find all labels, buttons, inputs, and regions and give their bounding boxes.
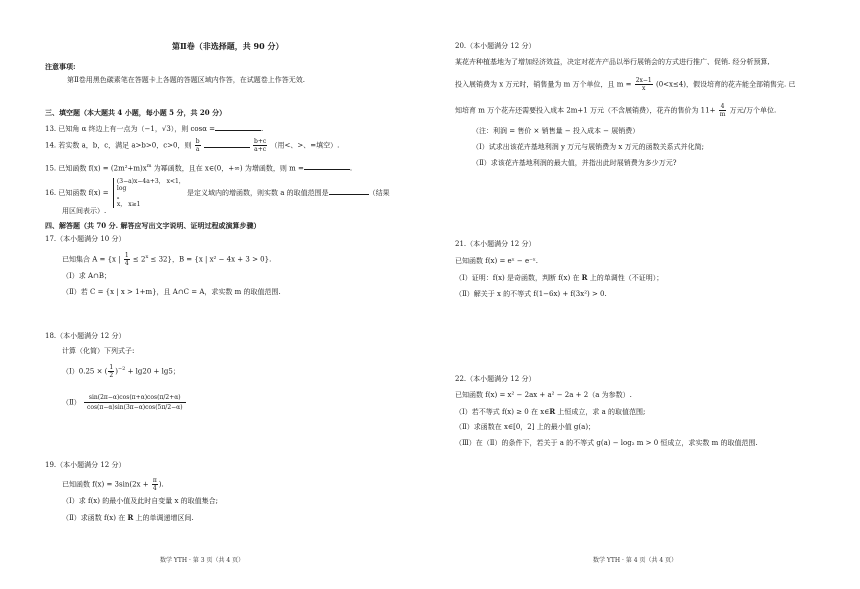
q16-text-c: （结果 [368, 189, 390, 198]
q19-l1a: 已知函数 f(x) = 3sin [62, 480, 130, 489]
q20-frac1-num: 2x−1 [635, 77, 652, 84]
q20-frac2-num: 4 [720, 103, 725, 110]
q14-text-c: （用<、>、=填空）. [270, 141, 340, 150]
q16 [45, 178, 390, 208]
q19-frac-den: 4 [152, 485, 157, 492]
q15-text-a: 15. 已知函数 f(x) = (2m²+m)x [45, 164, 147, 173]
q20-fraction-1 [635, 77, 653, 92]
q15-text-c: . [349, 164, 353, 173]
q19-head: 19.（本小题满分 12 分） [45, 461, 126, 469]
q14-fraction-1 [195, 138, 201, 153]
q18-p2-numerator: sin(2π−α)cos(π+α)cos(π/2+α) [84, 393, 186, 403]
q16-case1: (3−a)x−4a+3， x<1， [116, 178, 185, 185]
q18-part2 [62, 393, 187, 412]
q18-head: 18.（本小题满分 12 分） [45, 332, 126, 340]
q14 [45, 138, 339, 153]
q21-p1b: 上的单调性（不证明）； [587, 274, 664, 282]
q18-line1: 计算（化简）下列式子: [62, 347, 135, 355]
q16-case2-rest: x， x≥1 [116, 201, 141, 209]
q21-part1 [455, 273, 663, 283]
q21-p1-bold: R [581, 273, 588, 282]
q22-head: 22.（本小题满分 12 分） [455, 375, 536, 383]
q21-part2: （Ⅱ）解关于 x 的不等式 f(1−6x) + f(3x²) > 0. [455, 290, 607, 298]
q13-text-a: 13. 已知角 α 终边上有一点为（−1，√3），则 cosα = [45, 125, 216, 133]
q20-head: 20.（本小题满分 12 分） [455, 42, 536, 50]
q20-l3b: 万元/万个单位. [729, 106, 777, 115]
q14-fraction-2 [253, 138, 267, 153]
q18-frac-num: 1 [109, 364, 114, 371]
q20-line3 [455, 103, 776, 118]
right-footer: 数学 YTH · 第 4 页（共 4 页） [593, 557, 678, 564]
q19-l1b: 2x + [132, 480, 149, 489]
q16-piecewise [113, 178, 185, 208]
q22-p1a: （Ⅰ）若不等式 f(x) ≥ 0 在 x∈ [455, 408, 550, 416]
q15 [45, 162, 352, 173]
q17-l1b: ≤ 2 [132, 255, 146, 264]
left-page [45, 0, 415, 589]
q20-fraction-2 [719, 103, 727, 118]
q18-p2-denominator: cos(π−α)sin(3π−α)cos(5π/2−α) [87, 404, 183, 411]
answer-blank [304, 163, 353, 173]
q20-l2a: 投入展销费为 x 万元时，销售量为 m 万个单位，且 m = [455, 80, 632, 89]
section3-title: 三、填空题（本大题共 4 小题，每小题 5 分，共 20 分） [45, 108, 227, 117]
q22-part1 [455, 407, 645, 417]
q21-line1: 已知函数 f(x) = eˣ − e⁻ˣ. [455, 257, 538, 265]
q19-line1: 已知函数 f(x) = 3sin(2x + $\frac{\pi}{4}$ ). [62, 477, 164, 492]
q16-case2-base: a [116, 195, 120, 201]
q18-exponent: −2 [117, 366, 126, 373]
q20-part2: （Ⅱ）求该花卉基地利润的最大值，并指出此时展销费为多少万元? [472, 159, 677, 167]
q18-p2-label: （Ⅱ） [62, 398, 81, 407]
left-footer: 数学 YTH · 第 3 页（共 4 页） [160, 557, 245, 564]
q20-line1: 某花卉种植基地为了增加经济效益，决定对花卉产品以举行展销会的方式进行推广、促销. 经分析预算, [455, 58, 770, 66]
right-page [455, 0, 820, 589]
q19-p2-bold: R [127, 513, 134, 522]
q20-note: （注：利润 = 售价 × 销售量 − 投入成本 − 展销费） [472, 127, 640, 135]
q20-l2b: (0<x≤4)，假设培育的花卉能全部销售完. 已 [655, 80, 796, 89]
section4-title: 四、解答题（共 70 分. 解答应写出文字说明、证明过程或演算步骤） [45, 221, 261, 230]
part2-title: 第Ⅱ卷（非选择题，共 90 分） [172, 41, 284, 51]
q17-frac-den: 4 [124, 260, 129, 267]
q17-part2: （Ⅱ）若 C = {x | x > 1+m}，且 A∩C = A，求实数 m 的取值范围. [62, 288, 281, 296]
q20-line2 [455, 77, 795, 92]
q18-big-fraction [84, 393, 186, 412]
q16-text-b: 是定义域内的增函数，则实数 a 的取值范围是 [187, 189, 329, 198]
q20-l3a: 知培育 m 万个花卉还需要投入成本 2m+1 万元（不含展销费），花卉的售价为 11+ [455, 106, 716, 115]
q18-p1b: + lg20 + lg5； [125, 367, 180, 376]
q19-p2a: （Ⅱ）求函数 f(x) 在 [62, 514, 128, 522]
q20-part1: （Ⅰ）试求出该花卉基地利润 y 万元与展销费为 x 万元的函数关系式并化简; [472, 143, 704, 151]
q19-l1c: . [161, 480, 164, 489]
q16-text-a: 16. 已知函数 f(x) = [45, 189, 109, 198]
q19-part2 [62, 513, 194, 523]
q19-fraction [152, 477, 158, 492]
q21-p1a: （Ⅰ）证明：f(x) 是奇函数，判断 f(x) 在 [455, 274, 582, 282]
q15-text-b: 为幂函数，且在 x∈(0，+∞) 为增函数，则 m = [151, 164, 304, 173]
answer-blank [329, 188, 369, 195]
q17-l1c: ≤ 32}，B = {x | x² − 4x + 3 > 0}. [148, 255, 272, 264]
q22-p1-bold: R [549, 407, 556, 416]
q17-frac-num: 1 [124, 252, 129, 259]
notes-text: 第Ⅱ卷用黑色碳素笔在答题卡上各题的答题区域内作答，在试题卷上作答无效. [67, 76, 305, 84]
q17-fraction [124, 252, 130, 267]
q22-part2: （Ⅱ）求函数在 x∈[0，2] 上的最小值 g(a)； [455, 423, 596, 431]
answer-blank [215, 124, 264, 133]
q17-part1: （Ⅰ）求 A∩B； [62, 272, 112, 280]
q13 [45, 124, 263, 134]
q19-p2b: 上的单调递增区间. [133, 514, 194, 522]
notes-heading: 注意事项: [45, 62, 76, 71]
q22-part3: （Ⅲ）在（Ⅱ）的条件下，若关于 a 的不等式 g(a) − log₂ m > 0 恒成立，求实数 m 的取值范围. [455, 439, 758, 447]
q20-frac2-den: m [719, 111, 726, 118]
q14-frac1-num: b [195, 138, 200, 145]
q22-p1b: 上恒成立，求 a 的取值范围; [555, 408, 646, 416]
answer-blank [204, 141, 250, 148]
q17-l1a: 已知集合 A = {x | [62, 255, 121, 264]
q16-case2-log: log [116, 185, 127, 192]
q17-line1 [62, 252, 271, 267]
q19-frac-num: π [152, 477, 157, 484]
q18-p1a: （Ⅰ）0.25 × [62, 367, 103, 376]
q15-exponent: m [146, 163, 152, 169]
q14-frac1-den: a [195, 146, 200, 153]
q17-head: 17.（本小题满分 10 分） [45, 235, 126, 243]
q18-frac-den: 2 [109, 372, 114, 379]
q14-text-a: 14. 若实数 a，b，c，满足 a>b>0，c>0，则 [45, 141, 192, 150]
q22-line1: 已知函数 f(x) = x² − 2ax + a² − 2a + 2（a 为参数）. [455, 391, 632, 399]
q18-fraction [108, 364, 114, 379]
q14-frac2-den: a+c [254, 146, 267, 153]
q16-case2 [117, 185, 185, 208]
q16-continued: 用区间表示）. [62, 207, 107, 215]
q19-part1: （Ⅰ）求 f(x) 的最小值及此时自变量 x 的取值集合; [62, 497, 218, 505]
q14-frac2-num: b+c [254, 138, 267, 145]
q17-exponent: x [145, 254, 149, 261]
q13-text-b: . [261, 125, 264, 133]
q21-head: 21.（本小题满分 12 分） [455, 240, 536, 248]
q18-part1: （Ⅰ）0.25 × ( $\frac{1}{2}$ )$^{-2}$ + lg20 + lg5； [62, 364, 180, 379]
q20-frac1-den: x [642, 85, 646, 92]
